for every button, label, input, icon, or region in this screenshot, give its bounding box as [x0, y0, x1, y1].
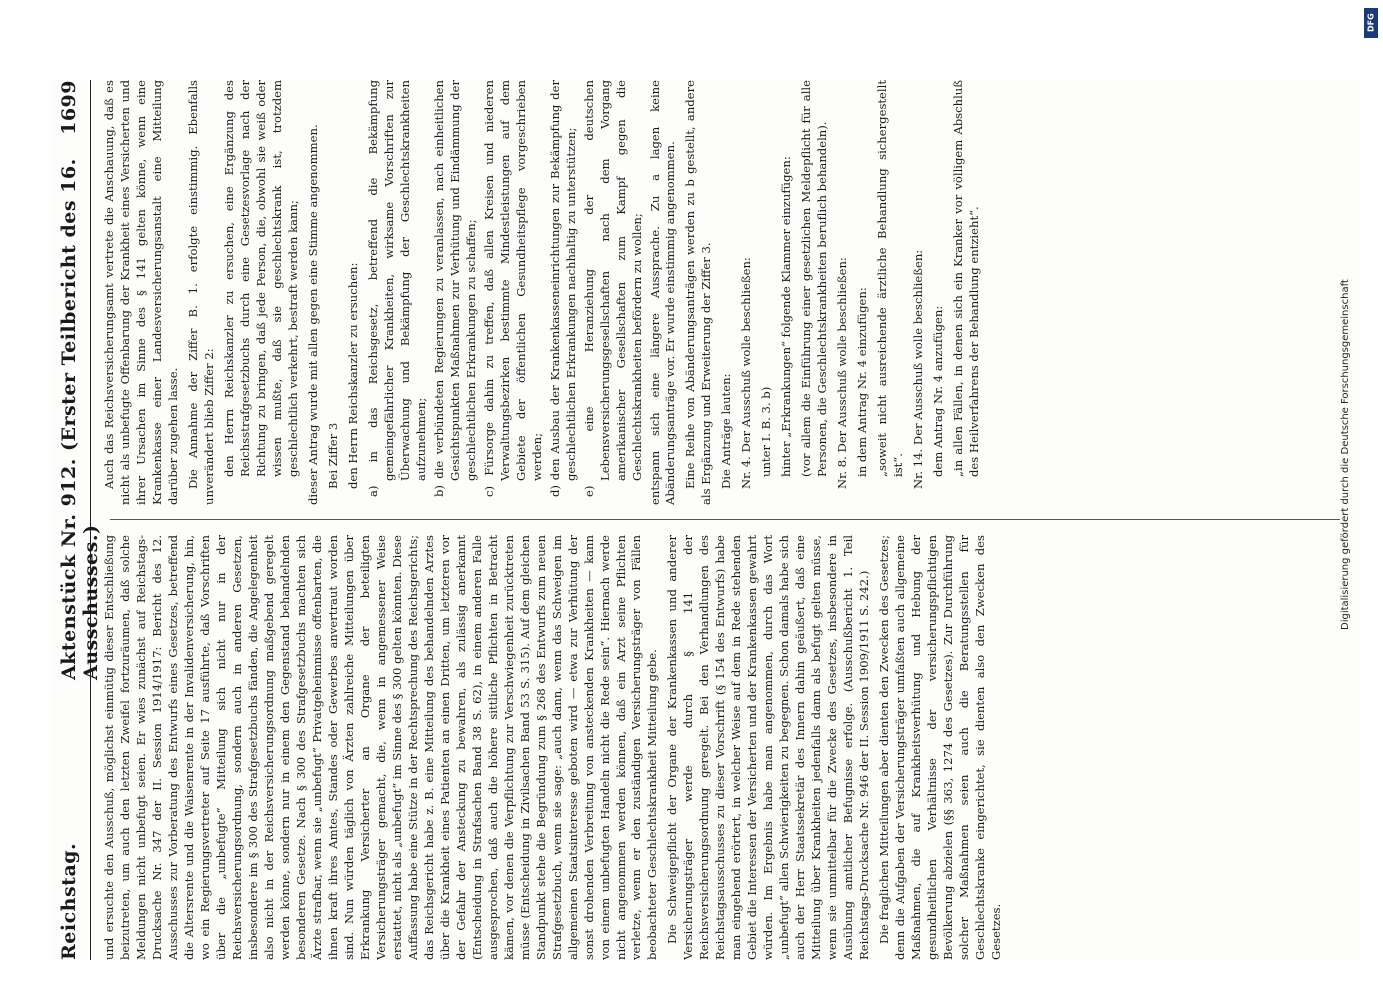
dfg-logo: DFG	[1364, 8, 1378, 38]
paragraph: Die Annahme der Ziffer B. 1. erfolgte einstimmig. Ebenfalls unverändert blieb Ziffer 2:	[185, 80, 216, 505]
list-item: e) eine Heranziehung der deutschen Lebensversicherungsgesellschaften nach dem Vorgang amerikanischer Gesellschaften zum Kampf gegen die Geschlechtskrankheiten befördern zu wollen;	[581, 80, 644, 497]
paragraph: und ersuchte den Ausschuß, möglichst einmütig dieser Entschließung beizutreten, um auch den letzten Zweifel fortzuräumen, daß solche Meldungen nicht unbefugt seien. Er wies zunächst auf Reichstags-Drucksache Nr. 347 der II. Session 1914/1917: Bericht des 12. Ausschusses zur Vorberatung des Entwurfs eines Gesetzes, betreffend die Altersrente und die Waisenrente in der Invalidenversicherung, hin, wo ein Regierungsvertreter auf Seite 17 ausführte, daß Vorschriften über die „unbefugte“ Mitteilung sich nicht nur in der Reichsversicherungsordnung, sondern auch in anderen Gesetzen, insbesondere im § 300 des Strafgesetzbuchs fänden, die Angelegenheit also nicht in der Reichsversicherungsordnung maßgebend geregelt werden könne, sondern nur in einem den Gegenstand behandelnden besonderen Gesetze. Nach § 300 des Strafgesetzbuchs machten sich Ärzte strafbar, wenn sie „unbefugt“ Privatgeheimnisse offenbarten, die ihnen kraft ihres Amtes, Standes oder Gewerbes anvertraut worden sind. Nun würden täglich von Ärzten zahlreiche Mitteilungen über Erkrankung Versicherter an Organe der beteiligten Versicherungsträger gemacht, die, wenn in angemessener Weise erstattet, nicht als „unbefugt“ im Sinne des § 300 gelten könnten. Diese Auffassung habe eine Stütze in der Rechtsprechung des Reichsgerichts; das Reichsgericht habe z. B. eine Mitteilung des behandelnden Arztes über die Krankheit eines Patienten an einen Dritten, um letzteren vor der Gefahr der Ansteckung zu bewahren, als zulässig anerkannt (Entscheidung in Strafsachen Band 38 S. 62), in einem anderen Falle ausgesprochen, daß auch die höhere sittliche Pflichten in Betracht kämen, vor denen die Verpflichtung zur Verschwiegenheit zurücktreten müsse (Entscheidung in Zivilsachen Band 53 S. 315). Auf dem gleichen Standpunkt stehe die Begründung zum § 268 des Entwurfs zum neuen Strafgesetzbuch, wenn sie sage: „auch dann, wenn das Schweigen im allgemeinen Staatsinteresse geboten wird — etwa zur Verhütung der sonst drohenden Verbreitung von ansteckenden Krankheiten — kann von einem unbefugten Handeln nicht die Rede sein“. Hiernach werde nicht angenommen werden können, daß ein Arzt seine Pflichten verletze, wenn er den zuständigen Versicherungsträger von Fällen beobachteter Geschlechtskrankheit Mitteilung gebe.	[102, 535, 660, 960]
paragraph: Die fraglichen Mitteilungen aber dienten den Zwecken des Gesetzes; denn die Aufgaben der Versicherungsträger umfaßten auch allgemeine Maßnahmen, die auf Krankheitsverhütung und Hebung der gesundheitlichen Verhältnisse der versicherungspflichtigen Bevölkerung abzielen (§§ 363, 1274 des Gesetzes). Zur Durchführung solcher Maßnahmen seien auch die Beratungsstellen für Geschlechtskranke eingerichtet, sie dienten also den Zwecken des Gesetzes.	[877, 535, 1004, 960]
header-left: Reichstag.	[58, 842, 80, 960]
list-item: d) den Ausbau der Krankenkasseneinrichtungen zur Bekämpfung der geschlechtlichen Erkrankungen nachhaltig zu unterstützen;	[547, 80, 578, 497]
paragraph: hinter „Erkrankungen“ folgende Klammer einzufügen:	[779, 156, 794, 477]
paragraph: entspann sich eine längere Aussprache. Zu a lagen keine Abänderungsanträge vor. Er wurde einstimmig angenommen.	[647, 80, 678, 505]
column-left	[102, 535, 1352, 960]
paragraph: unter I. B. 3. b)	[759, 386, 774, 477]
paragraph: Nr. 14. Der Ausschuß wolle beschließen:	[911, 249, 926, 489]
paragraph: Die Anträge lauten:	[719, 373, 734, 489]
paragraph: in dem Antrag Nr. 4 einzufügen:	[855, 287, 870, 477]
column-divider	[110, 519, 1340, 520]
paragraph: Bei Ziffer 3	[325, 422, 340, 489]
paragraph: (vor allem die Einführung einer gesetzlichen Meldepflicht für alle Personen, die Geschlechtskrankheiten beruflich behandeln).	[799, 80, 830, 477]
digitization-note: Digitalisierung gefördert durch die Deutsche Forschungsgemeinschaft	[1340, 279, 1351, 630]
column-right	[102, 80, 1352, 505]
list-item: a) in das Reichsgesetz, betreffend die Bekämpfung gemeingefährlicher Krankheiten, wirksame Vorschriften zur Überwachung und Bekämpfung der Geschlechtskrankheiten aufzunehmen;	[365, 80, 428, 497]
paragraph: Auch das Reichsversicherungsamt vertrete die Anschauung, daß es nicht als unbefugte Offenbarung der Krankheit eines Versicherten und ihrer Ursachen im Sinne des § 141 gelten könne, wenn eine Krankenkasse einer Landesversicherungsanstalt eine Mitteilung darüber zugehen lasse.	[102, 80, 180, 505]
page-header	[50, 80, 102, 960]
paragraph: den Herrn Reichskanzler zu ersuchen:	[345, 262, 360, 489]
list-item: b) die verbündeten Regierungen zu veranlassen, nach einheitlichen Gesichtspunkten Maßnahmen zur Verhütung und Eindämmung der geschlechtlichen Erkrankungen zu schaffen;	[431, 80, 478, 497]
quoted-motion: den Herrn Reichskanzler zu ersuchen, eine Ergänzung des Reichsstrafgesetzbuchs durch eine Gesetzesvorlage nach der Richtung zu bringen, daß jede Person, die, obwohl sie weiß oder wissen mußte, daß sie geschlechtskrank ist, trotzdem geschlechtlich verkehrt, bestraft werden kann;	[221, 80, 300, 477]
paragraph: dem Antrag Nr. 4 anzufügen:	[931, 305, 946, 477]
paragraph: „soweit nicht ausreichende ärztliche Behandlung sichergestellt ist“.	[875, 80, 906, 477]
paragraph: Nr. 4. Der Ausschuß wolle beschließen:	[739, 257, 754, 489]
paragraph: Nr. 8. Der Ausschuß wolle beschließen:	[835, 257, 850, 489]
list-item: c) Fürsorge dahin zu treffen, daß allen Kreisen und niederen Verwaltungsbezirken bestimmte Mindestleistungen auf dem Gebiete der öffentlichen Gesundheitspflege vorgeschrieben werden;	[481, 80, 544, 497]
page-number: 1699	[58, 80, 80, 135]
header-title: Aktenstück Nr. 912. (Erster Teilbericht des 16. Ausschusses.)	[58, 158, 102, 680]
paragraph: Die Schweigepflicht der Organe der Krankenkassen und anderer Versicherungsträger werde durch § 141 der Reichsversicherungsordnung geregelt. Bei den Verhandlungen des Reichstagsausschusses zu dieser Vorschrift (§ 154 des Entwurfs) habe man eingehend erörtert, in welcher Weise auf dem in Rede stehenden Gebiet die Interessen der Versicherten und der Krankenkassen gewahrt würden. Im Ergebnis habe man angenommen, durch das Wort „unbefugt“ allen Schwierigkeiten zu begegnen. Schon damals habe sich auch der Herr Staatssekretär des Innern dahin geäußert, daß eine Mitteilung über Krankheiten jedenfalls dann als befugt gelten müsse, wenn sie unmittelbar für die Zwecke des Gesetzes, insbesondere in Ausübung amtlicher Befugnisse erfolge. (Ausschußbericht 1. Teil Reichstags-Drucksache Nr. 946 der II. Session 1909/1911 S. 242.)	[665, 535, 872, 960]
paragraph: dieser Antrag wurde mit allen gegen eine Stimme angenommen.	[305, 124, 320, 505]
paragraph: Eine Reihe von Abänderungsanträgen werden zu b gestellt, andere als Ergänzung und Erweiterung der Ziffer 3.	[683, 80, 714, 505]
paragraph: „in allen Fällen, in denen sich ein Kranker vor völligem Abschluß des Heilverfahrens der Behandlung entzieht“.	[951, 80, 982, 477]
document-page	[50, 80, 1360, 960]
